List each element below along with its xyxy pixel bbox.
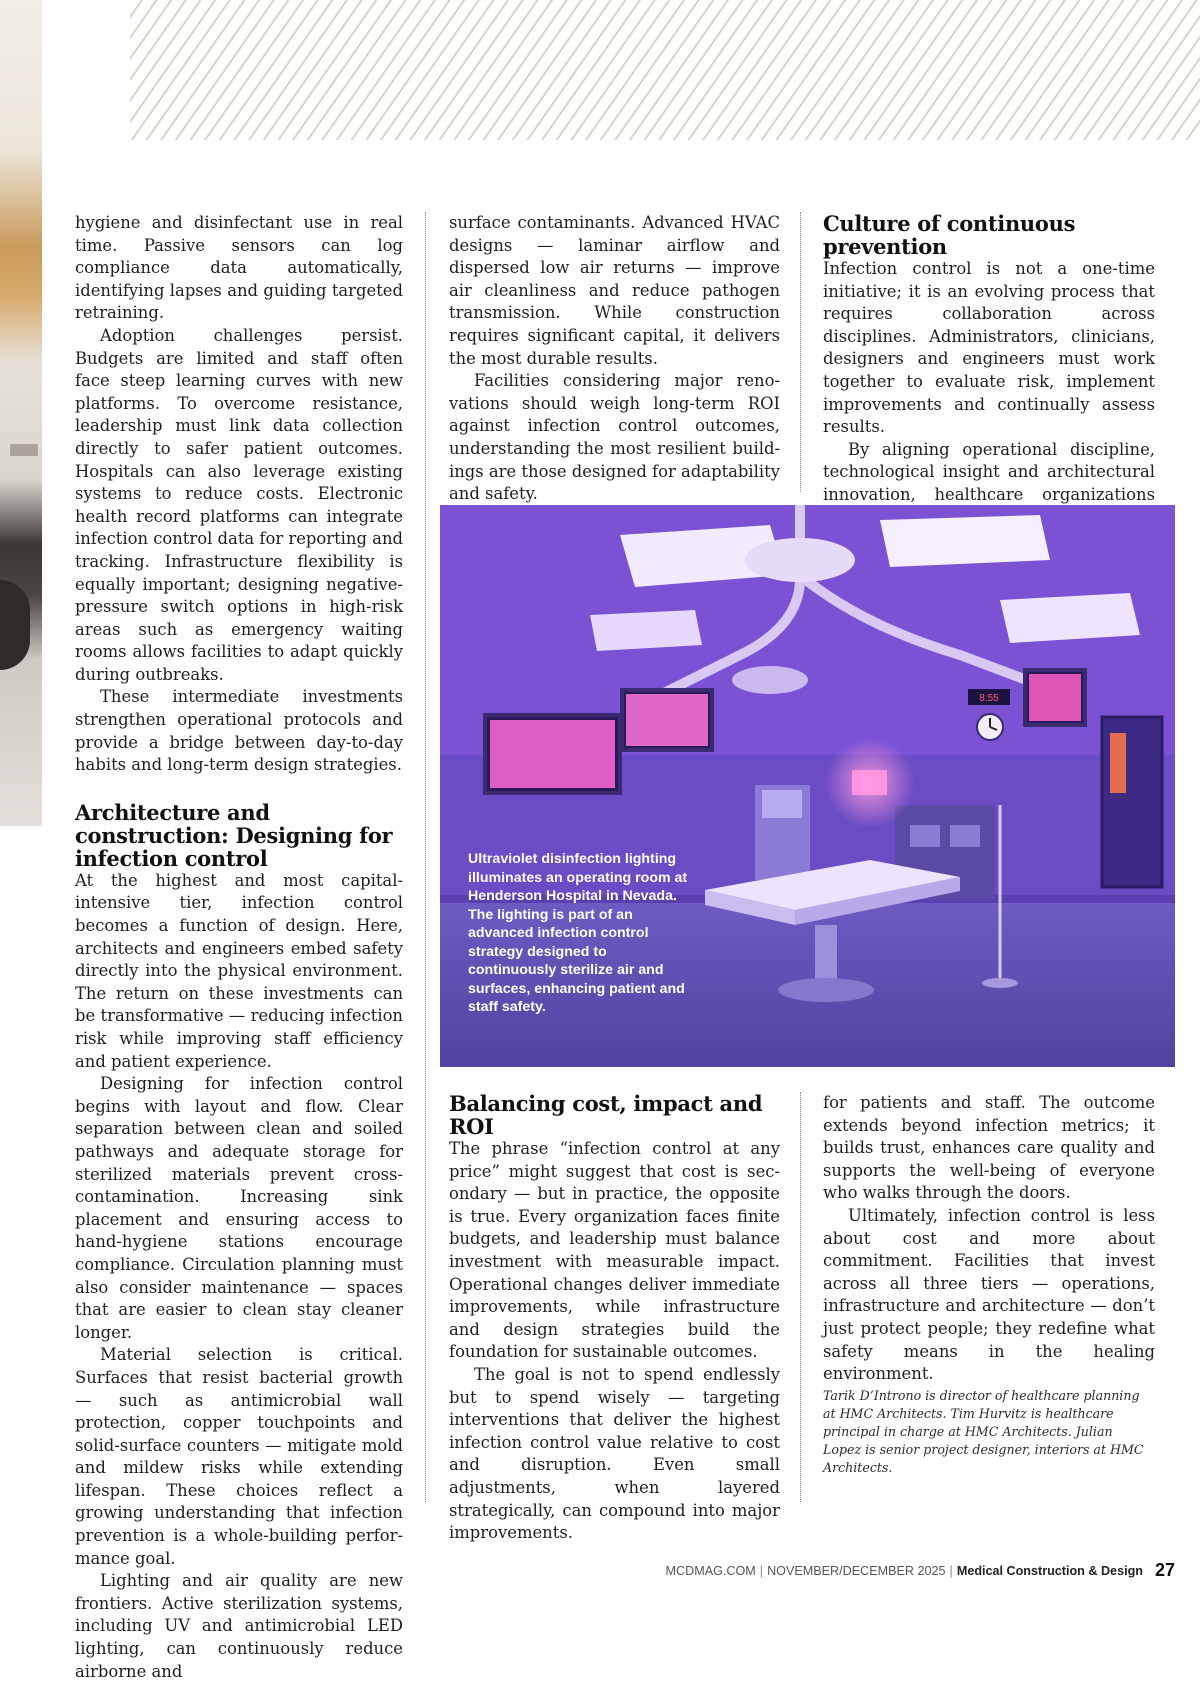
column-5 bbox=[823, 1092, 1155, 1386]
left-edge-photo bbox=[0, 0, 42, 826]
column-2 bbox=[449, 212, 780, 506]
clock-readout: 8:55 bbox=[979, 693, 999, 704]
paragraph: surface contaminants. Advanced HVAC designs — laminar airflow and dispersed low air returns — improve air cleanliness and reduce pathogen transmission. While construction requires significant capital, it delivers the most durable results. bbox=[449, 213, 780, 368]
author-bio: Tarik D’Introno is director of healthcare planning at HMC Architects. Tim Hurvitz is healthcare principal in charge at HMC Architects. Julian Lopez is senior project designer, interiors at HMC Architects. bbox=[823, 1388, 1144, 1475]
paragraph: Designing for infection control begins with layout and flow. Clear separation between clean and soiled pathways and adequate storage for sterilized materials prevent cross-contamination. Increasing sink placement and ensuring access to hand-hygiene stations encourage compliance. Circulation planning must also consider maintenance — spaces that are easier to clean stay cleaner longer. bbox=[75, 1074, 403, 1342]
decorative-hatch-band bbox=[130, 0, 1200, 140]
paragraph: By aligning operational discipline, technological insight and architectural innovation, healthcare organizations bbox=[823, 439, 1155, 504]
paragraph: Facilities considering major renovations should weigh long-term ROI against infection control outcomes, understanding the most resilient buildings are those designed for adaptability and safety. bbox=[449, 371, 780, 504]
paragraph: At the highest and most capital-intensive tier, infection control becomes a function of design. Here, architects and engineers embed safety directly into the physical environment. The return on these investments can be transformative — reducing infection risk while improving staff efficiency and patient experience. bbox=[75, 870, 403, 1071]
column-1 bbox=[75, 212, 403, 1683]
column-divider bbox=[800, 212, 801, 492]
paragraph: The goal is not to spend endlessly but to spend wisely — targeting interventions that deliver the highest infection control value relative to cost and disruption. Even small adjustments, when layered strategically, can compound into major improvements. bbox=[449, 1364, 780, 1543]
paragraph: for patients and staff. The outcome extends beyond infection metrics; it builds trust, enhances care quality and supports the well-being of everyone who walks through the doors. bbox=[823, 1093, 1155, 1203]
section-heading-culture: Culture of continuous prevention bbox=[823, 211, 1076, 259]
page-number: 27 bbox=[1154, 1560, 1175, 1580]
paragraph: Infection control is not a one-time initiative; it is an evolving process that requires collaboration across disciplines. Administrators, clinicians, designers and engineers must work together to evaluate risk, implement improvements and continually assess results. bbox=[823, 259, 1155, 437]
footer-issue: NOVEMBER/DECEMBER 2025 bbox=[767, 1564, 946, 1578]
photo-caption: Ultraviolet disinfection lighting illuminates an operating room at Henderson Hospital in Nevada. The lighting is part of an advanced infection control strategy designed to continuously sterilize air and surfaces, enhancing patient and staff safety. bbox=[468, 851, 688, 1015]
section-heading-architecture: Architecture and construction: Designing for infection control bbox=[75, 799, 393, 871]
footer-site: MCDMAG.COM bbox=[665, 1564, 756, 1578]
section-heading-balancing-cost: Balancing cost, impact and ROI bbox=[449, 1091, 763, 1139]
column-3 bbox=[823, 212, 1155, 552]
column-4 bbox=[449, 1092, 780, 1545]
footer-publication: Medical Construction & Design bbox=[956, 1564, 1143, 1578]
paragraph: The phrase “infection control at any price” might suggest that cost is secondary — but in practice, the opposite is true. Every organization faces finite budgets, and leadership must balance investment with measurable impact. Operational changes deliver immediate improvements, while infrastructure and design strategies build the foundation for sustainable outcomes. bbox=[449, 1139, 780, 1362]
paragraph: Lighting and air quality are new frontiers. Active sterilization systems, including UV and antimicrobial LED lighting, can continuously reduce airborne and bbox=[75, 1571, 403, 1681]
wall-outlet bbox=[10, 444, 38, 456]
paragraph: Ultimately, infection control is less about cost and more about commitment. Facilities that invest across all three tiers — operations, infrastructure and architecture — don’t just protect people; they redefine what safety means in the healing environment. bbox=[823, 1205, 1155, 1384]
paragraph: These intermediate investments strengthen operational protocols and provide a bridge between day-to-day habits and long-term design strategies. bbox=[75, 687, 403, 775]
paragraph: hygiene and disinfectant use in real time. Passive sensors can log compliance data automatically, identifying lapses and guiding targeted retraining. bbox=[75, 213, 403, 323]
page-footer: MCDMAG.COM | NOVEMBER/DECEMBER 2025 | Medical Construction & Design 27 bbox=[665, 1560, 1175, 1580]
paragraph: Adoption challenges persist. Budgets are limited and staff often face steep learning curves with new platforms. To overcome resistance, leadership must link data collection directly to safer patient outcomes. Hospitals can also leverage existing systems to reduce costs. Electronic health record platforms can integrate infection control data for reporting and tracking. Infrastructure flexibility is equally important; designing negative-pressure switch options in high-risk areas such as emergency waiting rooms allows facilities to adapt quickly during outbreaks. bbox=[75, 325, 404, 684]
column-divider bbox=[425, 212, 426, 1502]
paragraph: Material selection is critical. Surfaces that resist bacterial growth — such as antimicrobial wall protection, copper touchpoints and solid-surface counters — mitigate mold and mildew risks while extending lifespan. These choices reflect a growing understanding that infection prevention is a whole-building performance goal. bbox=[75, 1345, 403, 1568]
column-divider bbox=[800, 1092, 801, 1502]
office-chair bbox=[0, 580, 30, 670]
